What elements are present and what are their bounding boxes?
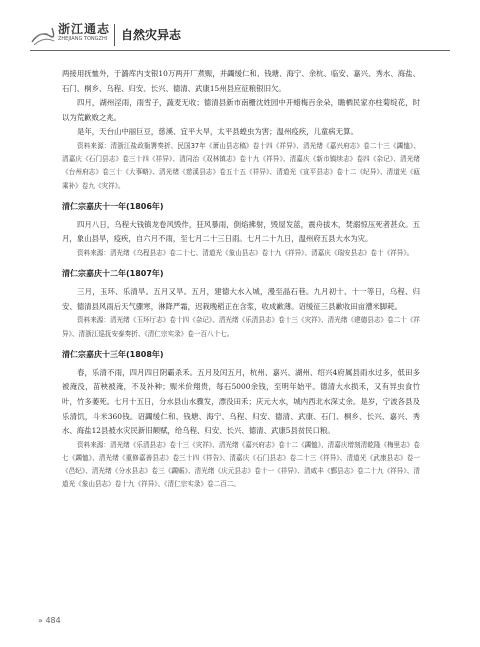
- header-rule: [30, 50, 450, 51]
- source-note: 资料来源：清光绪《乌程县志》卷二十七、清道光《象山县志》卷十九《祥异》、清嘉庆《瑞安县志》卷十《祥异》。: [77, 248, 414, 257]
- paragraph: 四月八日，乌程大钱镇龙卷风毁作，狂风暴雨，倒焰拂射，毁屋发蓝，震舟拔木，焚溺惊压死者甚众。五月，象山县旱，疫疾，自六月不雨，至七月二十三日雨。七月二十九日，温州府五县大水为灾。: [62, 219, 420, 244]
- logo-subtitle: ZHEJIANG TONGZHI: [58, 36, 108, 42]
- double-chevron-icon: »: [38, 616, 43, 625]
- page-body: [62, 67, 420, 492]
- year-heading: 清仁宗嘉庆十一年(1806年): [62, 201, 164, 211]
- section-title: 自然灾异志: [121, 28, 182, 42]
- page-number: 484: [45, 616, 61, 625]
- page-footer: [38, 616, 61, 625]
- paragraph: 春，乐清不雨，四月四日阴霸杀禾。五月及闰五月，杭州、嘉兴、湖州、绍兴4府属县雨水过多，低田多被淹没，苗秧被淹，不及补种；赈米价翔贵，每石5000余钱，至明年始平。德清大水损禾，又有异虫食竹叶，竹多萎死。七月十五日，分水县山水骤发，漂没田禾；庆元大水，城内西北水深丈余。是岁，宁波各县及乐清饥，斗米360钱。诏蠲缓仁和、钱塘、海宁、乌程、归安、德清、武康、石门、桐乡、长兴、嘉兴、秀水、海盐12县被水灾民新旧额赋，给乌程、归安、长兴、德清、武康5县贫民口粮。: [62, 367, 420, 436]
- paragraph: 四月，湖州淫雨，雨雪子，蔬麦无收；德清县新市南栅沈姓园中开蜡梅百余朵，瞻栖民家亦柱菊绽花，时以为荒歉败之兆。: [62, 98, 420, 122]
- header-divider: [114, 24, 115, 46]
- year-heading: 清仁宗嘉庆十三年(1808年): [62, 349, 164, 359]
- paragraph: 是年，天台山中丽巨豆，慈溪、宜平大旱，太平县蝗虫为害；温州疫疾，儿童病无算。: [77, 127, 358, 137]
- paragraph: 三月，玉环、乐清旱。五月又旱。五月，建德大水入城，漫至晶石巷。九月初十、十一等日，乌程、归安、德清县风雨后天气骤寒，淋降严霜，迟栽晚稻正在含浆，收成歉薄。诏缓征三县歉收田亩漕米脚耗。: [62, 287, 420, 311]
- paragraph: 两接用抚恤外，于潞库内支银10万两开厂煮赈，并蠲缓仁和、钱塘、海宁、余杭、临安、嘉兴、秀水、海盐、石门、桐乡、乌程、归安、长兴、德清、武康15州县应征粮银旧欠。: [62, 69, 420, 93]
- source-note: 资料来源：清浙江盐政衙署奏折、民国37年《萧山县志稿》卷十四《祥异》、清光绪《嘉兴府志》卷二十三《蠲恤》、清嘉庆《石门县志》卷三十四《祥异》、清同治《双林镇志》卷十九《祥异》、清嘉庆《新市镇续志》卷四《杂记》、清光绪《台州府志》卷三十《大事略》、清光绪《慈溪县志》卷五十五《祥异》、清道光《宣平县志》卷十二《纪异》、清道光《瓯乘补》卷九《灾祥》。: [62, 141, 420, 190]
- page-header: [0, 0, 480, 62]
- logo-title: 浙江通志: [58, 22, 111, 36]
- year-heading: 清仁宗嘉庆十二年(1807年): [62, 269, 164, 279]
- source-note: 资料来源：清光绪《玉环厅志》卷十四《杂记》、清光绪《乐清县志》卷十三《灾祥》、清光绪《建德县志》卷二十《祥异》、清浙江巡抚安泰奏折、《清仁宗实录》卷一百八十七。: [62, 316, 420, 338]
- source-note: 资料来源：清光绪《乐清县志》卷十三《灾祥》、清光绪《嘉兴府志》卷十二《蠲恤》、清嘉庆增刻清乾隆《梅里志》卷七《蠲恤》、清光绪《重修嘉善县志》卷三十四《祥告》、清嘉庆《石门县志》卷二十三《祥异》、清道光《武康县志》卷一《邑纪》、清光绪《分水县志》卷三《蠲赈》、清光绪《庆元县志》卷十一《祥异》、清咸丰《鄞县志》卷二十九《祥异》、清道光《象山县志》卷十九《祥异》、《清仁宗实录》卷二百二。: [62, 440, 420, 489]
